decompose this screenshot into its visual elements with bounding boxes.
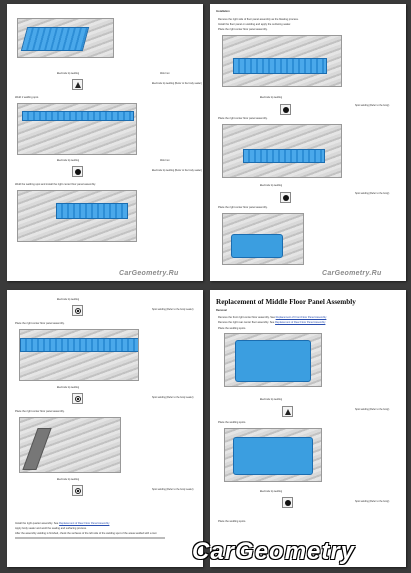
caption-weld: Electrode tip welding	[57, 72, 80, 75]
highlight-panel	[233, 437, 313, 475]
document-page-3	[7, 290, 203, 567]
caption-right: Spot welding (Refer to the body sealer)	[152, 488, 194, 491]
step-text: Remove the front right center floor assembly. See Replacement of Front Floor Panel Assembly	[218, 316, 327, 319]
document-page-2	[210, 4, 406, 281]
caption-weld: Electrode tip welding	[57, 478, 80, 481]
weld-symbol-icon	[280, 104, 291, 115]
weld-symbol-icon	[280, 192, 291, 203]
caption-note: Weld nut	[160, 159, 170, 162]
caption-right: Spot welding (Refer to the body)	[355, 104, 390, 107]
caption-weld: Electrode tip welding	[57, 386, 80, 389]
text-line	[15, 537, 165, 539]
figure-floor-panel-5	[222, 124, 342, 178]
step-text: Place the right center floor panel assembly.	[218, 117, 268, 120]
step-text: Place the right center floor panel assembly.	[218, 28, 268, 31]
caption-right: Spot welding (Refer to the body)	[355, 408, 390, 411]
weld-symbol-icon	[72, 485, 83, 496]
document-page-4	[210, 290, 406, 567]
note-text: Apply body sealer and weld the sealing and surfacing process.	[15, 527, 87, 530]
caption-weld: Electrode tip welding	[57, 159, 80, 162]
note-text: Install the right quarter assembly. See Replacement of Rear Floor Panel Assembly	[15, 522, 110, 525]
caption-right: Spot welding (Refer to the body)	[355, 192, 390, 195]
step-text: Weld 1 welding spot.	[15, 96, 39, 99]
figure-floor-panel-7	[19, 329, 139, 381]
figure-floor-panel-4	[222, 35, 342, 87]
step-text: Weld the welding spot and install the right center floor panel assembly.	[15, 183, 96, 186]
figure-floor-panel-3	[17, 190, 137, 242]
highlight-panel	[56, 203, 128, 219]
watermark: CarGeometry.Ru	[119, 270, 179, 277]
section-header: Removal	[216, 309, 227, 312]
figure-floor-panel-2	[17, 103, 137, 155]
figure-floor-panel-6	[222, 213, 304, 265]
weld-symbol-icon	[282, 406, 293, 417]
highlight-panel	[233, 58, 327, 74]
highlight-panel	[22, 111, 134, 121]
link-rear-floor[interactable]: Replacement of Rear Floor Panel Assembly	[59, 522, 110, 525]
highlight-panel	[21, 27, 89, 51]
caption-weld: Electrode tip welding	[260, 96, 283, 99]
cargeometry-watermark: CarGeometry	[192, 538, 356, 565]
caption-right: Spot welding (Refer to the body sealer)	[152, 308, 194, 311]
caption-weld: Electrode tip welding	[57, 298, 80, 301]
note-text: After the assembly welding is finished, check the surfaces of the left side of the welding spot of the areas welded with a tool.	[15, 532, 158, 535]
caption-right: Electrode tip welding (Refer to the body sealer)	[152, 82, 202, 85]
figure-floor-panel-10	[224, 428, 322, 482]
page-title: Replacement of Middle Floor Panel Assembly	[216, 298, 356, 306]
caption-right: Electrode tip welding (Refer to the body sealer)	[152, 169, 202, 172]
weld-symbol-icon	[72, 305, 83, 316]
caption-weld: Electrode tip welding	[260, 184, 283, 187]
link-front-floor[interactable]: Replacement of Front Floor Panel Assembly	[275, 316, 327, 319]
highlight-panel	[243, 149, 325, 163]
document-page-1	[7, 4, 203, 281]
watermark: CarGeometry.Ru	[322, 270, 382, 277]
weld-symbol-icon	[72, 79, 83, 90]
step-text: Place the right center floor panel assembly.	[15, 410, 65, 413]
weld-symbol-icon	[72, 166, 83, 177]
caption-weld: Electrode tip welding	[260, 398, 283, 401]
step-text: Remove the right side of floor panel assembly as the blasting process.	[218, 18, 299, 21]
step-text: Remove the right rear center floor assembly. See Replacement of Rear Floor Panel Assembly	[218, 321, 326, 324]
highlight-panel	[235, 340, 311, 382]
caption-weld: Electrode tip welding	[260, 490, 283, 493]
figure-floor-panel-8	[19, 417, 121, 473]
caption-right: Spot welding (Refer to the body)	[355, 500, 390, 503]
figure-floor-panel-1	[17, 18, 114, 58]
step-text: Place the welding spots.	[218, 421, 246, 424]
step-text: Place the right center floor panel assembly.	[218, 206, 268, 209]
highlight-panel	[231, 234, 283, 258]
weld-symbol-icon	[282, 497, 293, 508]
figure-floor-panel-9	[224, 333, 322, 387]
highlight-panel	[20, 338, 139, 352]
step-text: Place the right center floor panel assembly.	[15, 322, 65, 325]
step-text: Place the welding spots.	[218, 327, 246, 330]
step-text: Install the floor panel on welding and apply the surfacing sealer.	[218, 23, 291, 26]
step-text: Place the welding spots.	[218, 520, 246, 523]
caption-right: Spot welding (Refer to the body sealer)	[152, 396, 194, 399]
weld-symbol-icon	[72, 393, 83, 404]
caption-note: Weld nut	[160, 72, 170, 75]
link-rear-floor[interactable]: Replacement of Rear Floor Panel Assembly	[275, 321, 326, 324]
section-header: Installation	[216, 10, 230, 13]
